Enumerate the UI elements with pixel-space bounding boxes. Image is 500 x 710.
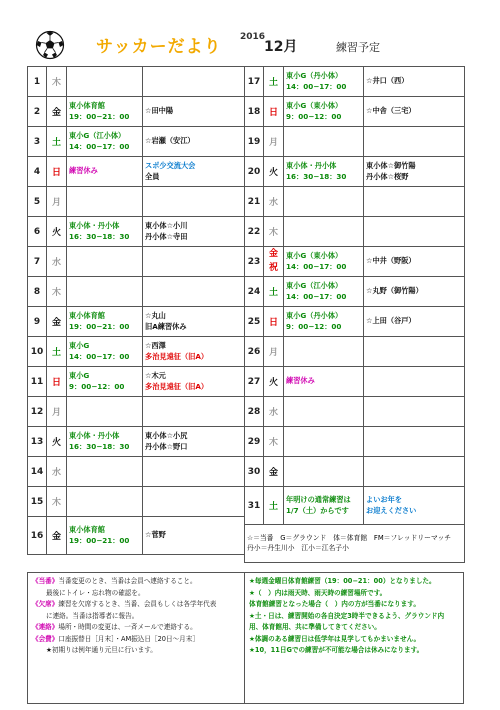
day-number: 31: [245, 487, 264, 525]
day-number: 19: [245, 127, 264, 157]
schedule-line: 東小G（江小体）: [286, 281, 343, 291]
table-row: [245, 217, 465, 247]
schedule-cell: [67, 277, 143, 307]
weekday-label: 火: [264, 157, 284, 187]
schedule-line: 東小G（東小体）: [286, 251, 343, 261]
weekday-label: 水: [264, 187, 284, 217]
day-number: 28: [245, 397, 264, 427]
schedule-cell: [364, 337, 465, 367]
day-number: 13: [28, 427, 47, 457]
announcement-line: 用、体育館用、共に準備してきてください。: [249, 623, 381, 632]
schedule-line: 東小体☆小尻: [145, 431, 188, 441]
schedule-cell: [284, 397, 364, 427]
schedule-cell: [284, 307, 364, 337]
rule-line: [32, 576, 240, 588]
table-row: [28, 67, 245, 97]
schedule-cell: [364, 487, 465, 525]
table-row: [245, 367, 465, 397]
schedule-cell: [364, 157, 465, 187]
weekday-label: 日: [47, 367, 67, 397]
schedule-cell: [284, 217, 364, 247]
day-number: 15: [28, 487, 47, 517]
schedule-cell: [143, 397, 245, 427]
schedule-cell: [67, 67, 143, 97]
legend-row: [245, 525, 465, 563]
day-number: 20: [245, 157, 264, 187]
schedule-cell: [364, 307, 465, 337]
schedule-line: 19：00−21：00: [69, 111, 130, 121]
schedule-cell: [364, 97, 465, 127]
weekday-label: 土: [264, 487, 284, 525]
schedule-cell: [284, 457, 364, 487]
schedule-cell: [143, 367, 245, 397]
day-number: 12: [28, 397, 47, 427]
schedule-cell: [364, 397, 465, 427]
weekday-label: 月: [264, 337, 284, 367]
schedule-cell: [67, 517, 143, 555]
weekday-label: 土: [264, 277, 284, 307]
day-number: 27: [245, 367, 264, 397]
schedule-cell: [143, 277, 245, 307]
weekday-label: 日: [264, 97, 284, 127]
schedule-cell: [364, 367, 465, 397]
day-number: 30: [245, 457, 264, 487]
schedule-cell: [364, 187, 465, 217]
schedule-line: ☆丸山: [145, 311, 166, 321]
notes-rules: [28, 573, 245, 703]
schedule-cell: [284, 247, 364, 277]
schedule-cell: [364, 427, 465, 457]
weekday-label: 月: [264, 127, 284, 157]
rule-key: 《欠席》: [32, 600, 59, 609]
notes-section: [27, 572, 464, 704]
calendar-right: [244, 66, 465, 563]
schedule-line: 東小G（東小体）: [286, 101, 343, 111]
schedule-cell: [284, 157, 364, 187]
schedule-line: 全員: [145, 171, 160, 181]
day-number: 7: [28, 247, 47, 277]
rule-line: [32, 634, 240, 646]
table-row: [28, 277, 245, 307]
schedule-line: ☆菅野: [145, 530, 166, 540]
schedule-line: 東小体・丹小体: [286, 161, 337, 171]
soccer-ball-icon: [35, 30, 65, 60]
day-number: 6: [28, 217, 47, 247]
day-number: 14: [28, 457, 47, 487]
announcement-line: 体育館練習となった場合（ ）内の方が当番になります。: [249, 600, 420, 609]
legend-line: ☆＝当番 G＝グラウンド 体＝体育館 FM＝フレッドリーマッチ: [247, 533, 452, 542]
table-row: [245, 487, 465, 525]
schedule-line: 16：30−18：30: [69, 231, 130, 241]
day-number: 22: [245, 217, 264, 247]
schedule-line: よいお年を: [366, 495, 402, 505]
day-number: 1: [28, 67, 47, 97]
weekday-label: 木: [264, 427, 284, 457]
table-row: [245, 97, 465, 127]
schedule-line: 19：00−21：00: [69, 535, 130, 545]
weekday-label: 木: [47, 487, 67, 517]
table-row: [245, 397, 465, 427]
rule-text: 当番変更のとき、当番は会員へ連絡すること。: [58, 577, 197, 585]
schedule-cell: [67, 97, 143, 127]
schedule-cell: [67, 367, 143, 397]
table-row: [28, 367, 245, 397]
schedule-line: 1/7（土）からです: [286, 505, 349, 515]
day-number: 24: [245, 277, 264, 307]
weekday-label: 土: [47, 127, 67, 157]
schedule-line: 多治見遠征（旧A）: [145, 381, 209, 391]
table-row: [28, 217, 245, 247]
weekday-label: 水: [47, 457, 67, 487]
day-number: 8: [28, 277, 47, 307]
rule-text: ★初期りは例年通り元旦に行います。: [46, 646, 157, 655]
weekday-label: 火: [264, 367, 284, 397]
schedule-cell: [67, 217, 143, 247]
table-row: [245, 187, 465, 217]
schedule-cell: [364, 247, 465, 277]
weekday-label: 月: [47, 397, 67, 427]
schedule-line: 丹小体☆桜野: [366, 171, 409, 181]
day-number: 9: [28, 307, 47, 337]
schedule-line: ☆中舎（三宅）: [366, 106, 416, 116]
weekday-label: 金: [264, 457, 284, 487]
schedule-line: 東小G: [69, 371, 90, 381]
weekday-label: 水: [47, 247, 67, 277]
schedule-line: 9：00−12：00: [286, 321, 342, 331]
weekday-char: 金: [268, 249, 278, 260]
schedule-line: ☆西澤: [145, 341, 166, 351]
day-number: 16: [28, 517, 47, 555]
day-number: 18: [245, 97, 264, 127]
day-number: 26: [245, 337, 264, 367]
weekday-label: 日: [47, 157, 67, 187]
weekday-label: 土: [264, 67, 284, 97]
schedule-cell: [143, 457, 245, 487]
schedule-cell: [364, 217, 465, 247]
schedule-line: 東小体育館: [69, 525, 105, 535]
schedule-cell: [143, 187, 245, 217]
table-row: [245, 157, 465, 187]
table-row: [245, 307, 465, 337]
schedule-line: スポ少交流大会: [145, 161, 196, 171]
schedule-line: 丹小体☆寺田: [145, 231, 188, 241]
schedule-cell: [364, 457, 465, 487]
rule-text: 口座振替日［月末］・AM振込日［20日〜月末］: [58, 634, 199, 643]
schedule-line: 丹小体☆野口: [145, 441, 188, 451]
schedule-line: 東小G: [69, 341, 90, 351]
schedule-cell: [67, 427, 143, 457]
schedule-cell: [143, 247, 245, 277]
schedule-cell: [67, 247, 143, 277]
day-number: 23: [245, 247, 264, 277]
schedule-cell: [143, 217, 245, 247]
schedule-line: 16：30−18：30: [69, 441, 130, 451]
legend-line: 丹小＝丹生川小 江小＝江名子小: [247, 543, 349, 552]
schedule-line: 東小体☆御竹陽: [366, 161, 416, 171]
schedule-cell: [67, 307, 143, 337]
announcement-line: ★体調のある練習日は低学年は見学してもかまいません。: [249, 634, 421, 643]
schedule-cell: [143, 427, 245, 457]
weekday-label: 水: [264, 397, 284, 427]
schedule-cell: [143, 97, 245, 127]
announcement-line: ★土・日は、練習開始の各自決定3時半できるよう、グラウンド内: [249, 611, 445, 620]
schedule-line: 練習休み: [286, 376, 315, 386]
schedule-cell: [143, 517, 245, 555]
schedule-line: ☆田中陽: [145, 106, 174, 116]
table-row: [28, 457, 245, 487]
schedule-line: 東小体育館: [69, 101, 105, 111]
table-row: [28, 247, 245, 277]
schedule-cell: [284, 97, 364, 127]
rule-text: に連絡。当番は指導者に報告。: [46, 611, 139, 620]
table-row: [245, 337, 465, 367]
weekday-label: 日: [264, 307, 284, 337]
schedule-cell: [143, 307, 245, 337]
table-row: [28, 427, 245, 457]
schedule-cell: [284, 187, 364, 217]
rule-key: 《連絡》: [32, 623, 59, 632]
newsletter-title: サッカーだより: [96, 37, 222, 57]
day-number: 11: [28, 367, 47, 397]
schedule-line: 東小体☆小川: [145, 221, 188, 231]
schedule-line: 旧A練習休み: [145, 321, 187, 331]
table-row: [245, 427, 465, 457]
day-number: 17: [245, 67, 264, 97]
day-number: 3: [28, 127, 47, 157]
table-row: [28, 517, 245, 555]
weekday-label: 火: [47, 217, 67, 247]
rule-line: [32, 599, 240, 611]
schedule-line: 練習休み: [69, 166, 98, 176]
schedule-cell: [284, 67, 364, 97]
rule-key: 《会費》: [32, 634, 59, 643]
day-number: 4: [28, 157, 47, 187]
weekday-label: 月: [47, 187, 67, 217]
weekday-label: 木: [47, 277, 67, 307]
schedule-line: 東小体・丹小体: [69, 221, 120, 231]
month-label: 12月: [264, 39, 298, 55]
weekday-char: 祝: [268, 262, 278, 273]
schedule-line: 14：00−17：00: [286, 261, 347, 271]
schedule-cell: [143, 157, 245, 187]
schedule-line: 16：30−18：30: [286, 171, 347, 181]
schedule-cell: [67, 457, 143, 487]
weekday-label: 金: [47, 517, 67, 555]
schedule-line: 東小G（丹小体）: [286, 311, 343, 321]
schedule-cell: [143, 67, 245, 97]
rule-key: 《当番》: [32, 577, 59, 585]
rule-text: 練習を欠席するとき、当番、会員もしくは各学年代表: [58, 600, 217, 609]
rule-line: [32, 645, 240, 657]
weekday-label: 金: [47, 97, 67, 127]
table-row: [28, 127, 245, 157]
schedule-line: ☆上田（谷戸）: [366, 316, 416, 326]
schedule-cell: [284, 337, 364, 367]
table-row: [28, 187, 245, 217]
weekday-label: 火: [47, 427, 67, 457]
announcement-line: ★10，11日Gでの練習が不可能な場合は休みになります。: [249, 646, 424, 655]
table-row: [245, 247, 465, 277]
rule-text: 場所・時間の変更は、一斉メールで連絡する。: [58, 623, 197, 632]
day-number: 25: [245, 307, 264, 337]
schedule-cell: [67, 127, 143, 157]
day-number: 2: [28, 97, 47, 127]
schedule-line: 9：00−12：00: [286, 111, 342, 121]
schedule-line: 東小体・丹小体: [69, 431, 120, 441]
announcement-line: ★（ ）内は雨天時、雨天時の練習場所です。: [249, 588, 387, 597]
table-row: [245, 67, 465, 97]
schedule-cell: [67, 157, 143, 187]
schedule-line: 14：00−17：00: [286, 81, 347, 91]
table-row: [28, 397, 245, 427]
schedule-line: 多治見遠征（旧A）: [145, 351, 209, 361]
rule-line: [32, 588, 240, 600]
table-row: [28, 97, 245, 127]
day-number: 5: [28, 187, 47, 217]
schedule-cell: [143, 487, 245, 517]
rule-line: [32, 622, 240, 634]
day-number: 29: [245, 427, 264, 457]
weekday-label: [264, 247, 284, 277]
table-row: [245, 277, 465, 307]
schedule-cell: [67, 397, 143, 427]
schedule-line: ☆木元: [145, 371, 166, 381]
schedule-cell: [284, 367, 364, 397]
schedule-cell: [364, 67, 465, 97]
schedule-cell: [364, 127, 465, 157]
schedule-line: ☆井口（西）: [366, 76, 409, 86]
table-row: [28, 487, 245, 517]
schedule-line: ☆岩瀬（安江）: [145, 136, 195, 146]
table-row: [28, 157, 245, 187]
day-number: 21: [245, 187, 264, 217]
weekday-label: 木: [264, 217, 284, 247]
schedule-line: 14：00−17：00: [69, 141, 130, 151]
announcement-line: ★毎週金曜日体育館練習（19：00−21：00）となりました。: [249, 577, 436, 585]
schedule-line: お迎えください: [366, 505, 417, 515]
schedule-line: 14：00−17：00: [69, 351, 130, 361]
table-row: [245, 457, 465, 487]
schedule-line: ☆中井（野阪）: [366, 256, 416, 266]
schedule-line: 東小体育館: [69, 311, 105, 321]
schedule-cell: [67, 187, 143, 217]
schedule-cell: [284, 277, 364, 307]
schedule-line: 14：00−17：00: [286, 291, 347, 301]
schedule-line: 東小G（丹小体）: [286, 71, 343, 81]
notes-announcements: [245, 573, 463, 703]
rule-text: 最後にトイレ・忘れ物の確認を。: [46, 588, 145, 597]
calendar-left: [27, 66, 245, 555]
schedule-line: ☆丸野（御竹陽）: [366, 286, 423, 296]
schedule-cell: [284, 127, 364, 157]
schedule-cell: [67, 337, 143, 367]
schedule-cell: [67, 487, 143, 517]
header: [18, 24, 488, 66]
schedule-cell: [143, 337, 245, 367]
schedule-cell: [284, 487, 364, 525]
year-label: 2016: [240, 32, 266, 42]
table-row: [28, 307, 245, 337]
schedule-line: 19：00−21：00: [69, 321, 130, 331]
schedule-cell: [284, 427, 364, 457]
legend-cell: [245, 525, 465, 563]
schedule-line: 東小G（江小体）: [69, 131, 126, 141]
schedule-cell: [364, 277, 465, 307]
schedule-line: 9：00−12：00: [69, 381, 125, 391]
schedule-cell: [143, 127, 245, 157]
table-row: [245, 127, 465, 157]
plan-label: 練習予定: [336, 41, 380, 54]
table-row: [28, 337, 245, 367]
weekday-label: 土: [47, 337, 67, 367]
day-number: 10: [28, 337, 47, 367]
rule-line: [32, 611, 240, 623]
weekday-label: 金: [47, 307, 67, 337]
weekday-label: 木: [47, 67, 67, 97]
schedule-line: 年明けの通常練習は: [286, 495, 351, 505]
